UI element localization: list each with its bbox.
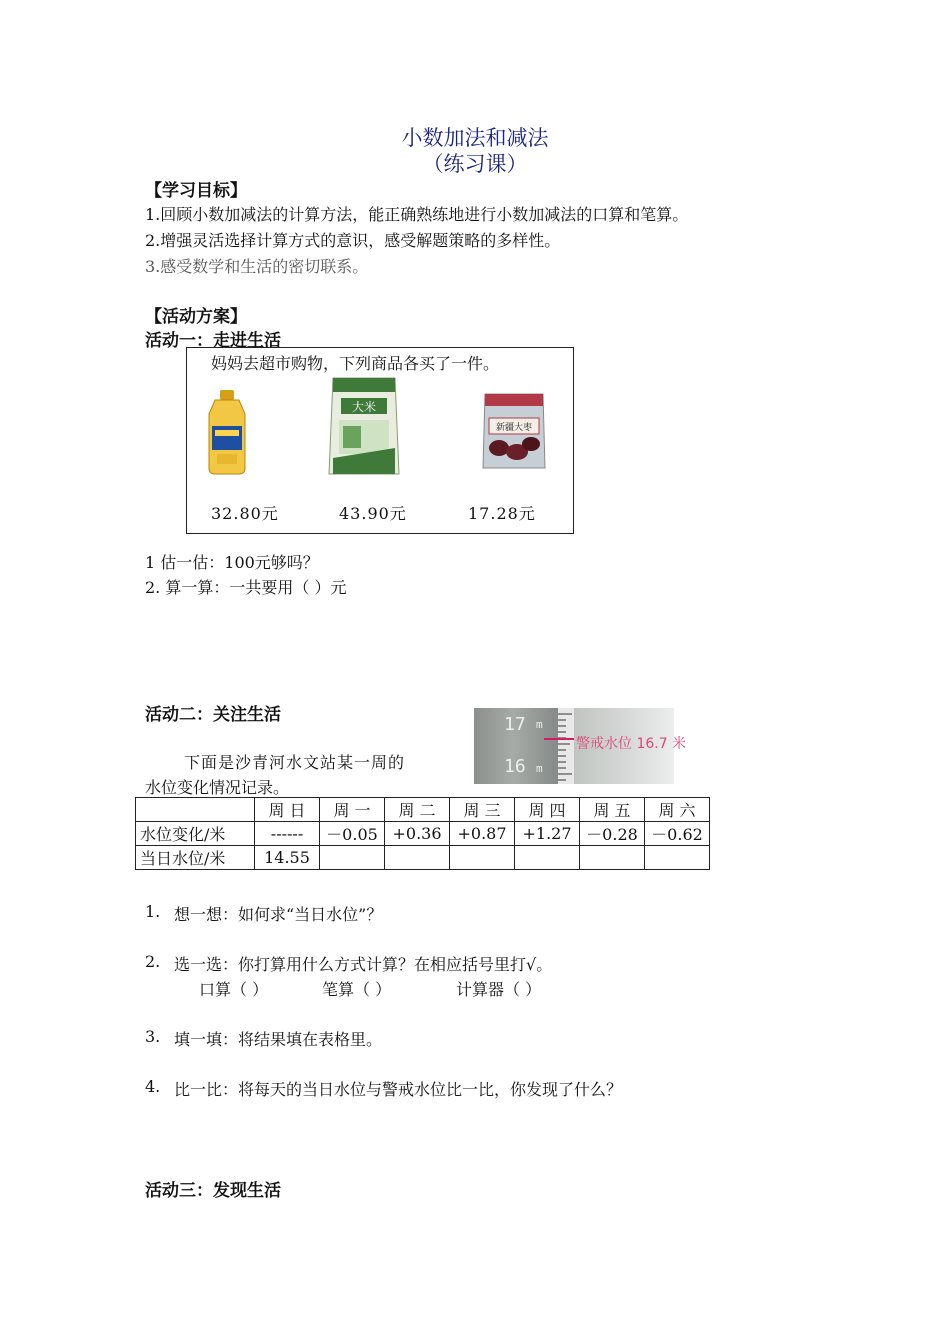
shopping-box (186, 347, 574, 534)
table-header-cell: 周 日 (255, 798, 320, 822)
question-2-num: 2. (145, 952, 161, 971)
table-header-row (136, 798, 710, 822)
table-cell: －0.05 (320, 822, 385, 846)
gauge-mark-16: 16 (504, 756, 526, 777)
water-gauge-image (474, 708, 738, 784)
table-cell: ------ (255, 822, 320, 846)
table-cell: －0.28 (580, 822, 645, 846)
price-oil: 32.80元 (211, 504, 279, 523)
table-cell: －0.62 (645, 822, 710, 846)
dates-label: 新疆大枣 (495, 423, 533, 433)
table-cell: +1.27 (515, 822, 580, 846)
oil-bottle-icon (205, 390, 249, 476)
water-level-table (135, 797, 710, 870)
activity2-heading: 活动二：关注生活 (145, 705, 281, 725)
gauge-unit-top: m (536, 718, 543, 731)
table-header-cell: 周 二 (385, 798, 450, 822)
question-3-num: 3. (145, 1027, 161, 1046)
dates-bag-icon (481, 390, 547, 472)
goal-item-3: 3.感受数学和生活的密切联系。 (145, 257, 369, 276)
price-dates: 17.28元 (468, 504, 536, 523)
activity1-question-2: 2. 算一算：一共要用（ ）元 (145, 578, 347, 597)
table-header-cell: 周 五 (580, 798, 645, 822)
table-header-cell (136, 798, 255, 822)
rice-label: 大米 (351, 400, 377, 414)
goal-item-2: 2.增强灵活选择计算方式的意识，感受解题策略的多样性。 (145, 231, 561, 250)
gauge-mark-17: 17 (504, 714, 526, 735)
activity2-intro-line1: 下面是沙青河水文站某一周的 (184, 753, 406, 772)
choice-calculator: 计算器（ ） (456, 980, 542, 999)
table-header-cell: 周 四 (515, 798, 580, 822)
table-row (136, 846, 710, 870)
table-header-cell: 周 六 (645, 798, 710, 822)
table-header-cell: 周 三 (450, 798, 515, 822)
warning-level-label: 警戒水位 16.7 米 (576, 736, 687, 752)
table-cell: +0.87 (450, 822, 515, 846)
table-cell: +0.36 (385, 822, 450, 846)
choice-mental: 口算（ ） (199, 980, 269, 999)
choice-written: 笔算（ ） (322, 980, 392, 999)
table-cell (515, 846, 580, 870)
goals-heading: 【学习目标】 (145, 181, 247, 201)
table-cell (320, 846, 385, 870)
activity1-question-1: 1 估一估：100元够吗？ (145, 553, 319, 572)
question-4-num: 4. (145, 1077, 161, 1096)
page-title: 小数加法和减法 (401, 126, 549, 150)
table-cell (450, 846, 515, 870)
activity3-heading: 活动三：发现生活 (145, 1181, 281, 1201)
row-label: 当日水位/米 (136, 846, 255, 870)
table-cell: 14.55 (255, 846, 320, 870)
table-cell (645, 846, 710, 870)
warning-line (544, 738, 574, 740)
row-label: 水位变化/米 (136, 822, 255, 846)
question-1-num: 1. (145, 902, 161, 921)
question-2-text: 选一选：你打算用什么方式计算？在相应括号里打√。 (174, 955, 553, 974)
rice-bag-icon (327, 374, 401, 478)
table-header-cell: 周 一 (320, 798, 385, 822)
gauge-ruler (558, 708, 574, 784)
activity2-intro-line2: 水位变化情况记录。 (145, 778, 290, 797)
question-1-text: 想一想：如何求“当日水位”？ (174, 905, 383, 924)
table-cell (580, 846, 645, 870)
plan-heading: 【活动方案】 (145, 307, 247, 327)
question-3-text: 填一填：将结果填在表格里。 (174, 1030, 383, 1049)
activity1-heading: 活动一：走进生活 (145, 331, 281, 351)
question-4-text: 比一比：将每天的当日水位与警戒水位比一比，你发现了什么？ (174, 1080, 623, 1099)
price-rice: 43.90元 (339, 504, 407, 523)
table-row (136, 822, 710, 846)
page-subtitle: （练习课） (422, 152, 528, 176)
shopping-caption: 妈妈去超市购物，下列商品各买了一件。 (211, 354, 500, 373)
goal-item-1: 1.回顾小数加减法的计算方法，能正确熟练地进行小数加减法的口算和笔算。 (145, 205, 689, 224)
table-cell (385, 846, 450, 870)
gauge-unit-bottom: m (536, 762, 543, 775)
